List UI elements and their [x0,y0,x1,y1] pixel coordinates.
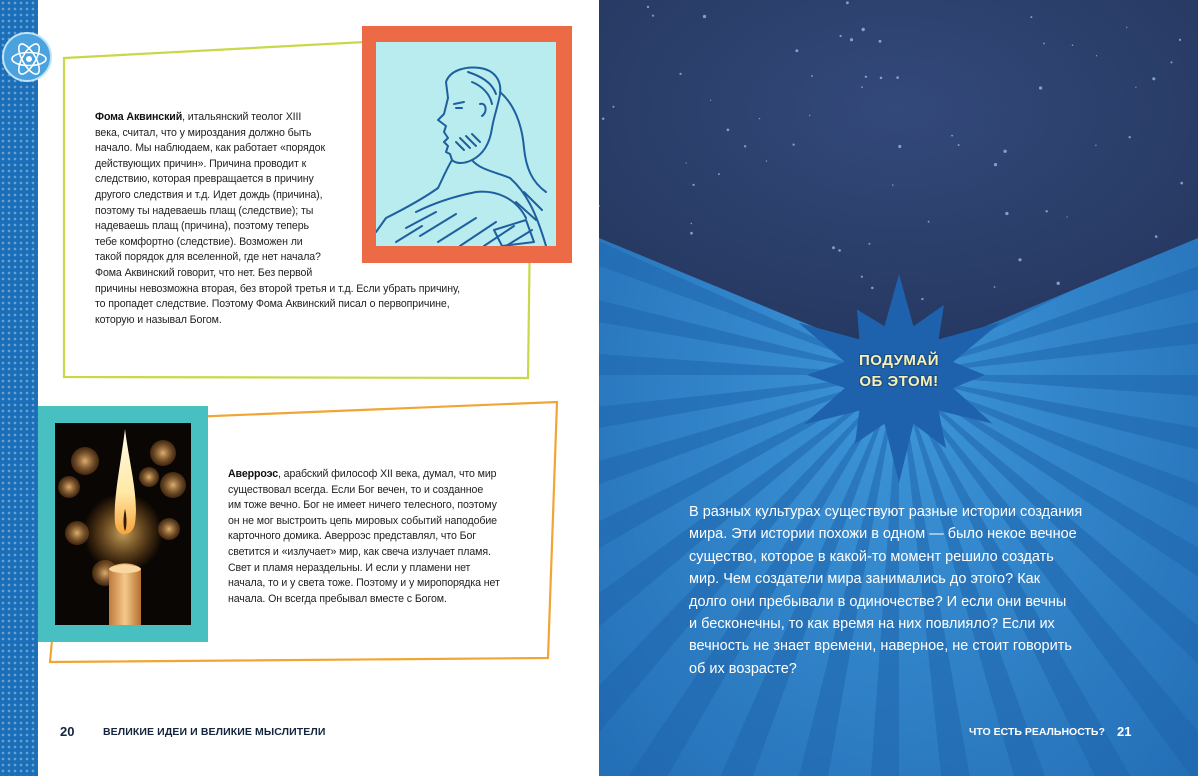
star [766,160,767,161]
star [879,40,882,43]
burst-line-1: ПОДУМАЙ [858,352,940,369]
candle-photo-frame [38,406,208,642]
book-title: ВЕЛИКИЕ ИДЕИ И ВЕЛИКИЕ МЫСЛИТЕЛИ [103,726,326,738]
aquinas-line: действующих причин». Причина проводит к [95,157,307,170]
reflection-line: мира. Эти истории похожи в одном — было некое вечное [689,526,1077,543]
think-about-it-label [839,350,959,392]
reflection-line: В разных культурах существуют разные истории создания [689,504,1083,520]
reflection-line: долго они пребывали в одиночестве? И если они вечны [689,593,1067,610]
averroes-name: Аверроэс [228,468,278,480]
star [1072,44,1074,46]
averroes-line: светится и «излучает» мир, как свеча излучает пламя. [228,545,491,558]
star [839,35,841,37]
star [692,184,694,186]
star [1095,145,1096,146]
aquinas-line: века, считал, что у мироздания должно быть [95,126,312,139]
averroes-line: он не мог выстроить цепь мировых событий наподобие [228,514,497,527]
chapter-title: ЧТО ЕСТЬ РЕАЛЬНОСТЬ? [969,726,1105,738]
star [861,86,863,88]
candle-photo [55,423,191,625]
star [811,75,813,77]
star [1030,16,1032,18]
star [647,6,649,8]
aquinas-line: начало. Мы наблюдаем, как работает «порядок [95,142,325,155]
burst-line-2: ОБ ЭТОМ! [859,373,939,390]
star [744,145,746,147]
star [832,246,835,249]
star [862,28,865,31]
aquinas-line: причины невозможна вторая, без второй третья и т.д. Если убрать причину, [95,282,460,295]
star [718,173,720,175]
aquinas-line: другого следствия и т.д. Идет дождь (причина), [95,188,323,201]
averroes-line: начала, то и у света тоже. Поэтому и у миропорядка нет [228,577,500,590]
reflection-text [689,501,1159,680]
star [1129,136,1131,138]
averroes-line: существовал всегда. Если Бог вечен, то и созданное [228,483,484,496]
star [921,298,923,300]
page-number-right: 21 [1117,724,1132,739]
right-page [599,0,1198,776]
aquinas-line: следствию, которая превращается в причину [95,173,314,186]
star [691,223,693,225]
reflection-line: вечность не знает времени, наверное, не стоит говорить [689,638,1072,655]
star [1179,39,1181,41]
aquinas-line: надеваешь плащ (причина), поэтому теперь [95,220,309,233]
star [994,163,997,166]
star [994,286,996,288]
star [710,100,711,101]
star [759,118,760,119]
star [850,38,853,41]
star [880,77,883,80]
star [1170,61,1172,63]
star [1152,77,1155,80]
star [690,232,693,235]
star [958,144,960,146]
star [846,1,849,4]
star [1043,43,1045,45]
averroes-text [228,467,548,607]
reflection-line: существо, которое в какой-то момент решило создать [689,548,1054,565]
star [1057,282,1060,285]
aquinas-line-1: Фома Аквинский, итальянский теолог XIII [95,111,302,123]
reflection-line: об их возрасте? [689,660,797,677]
reflection-line: мир. Чем создатели мира занимались до этого? Как [689,571,1041,588]
star [898,145,901,148]
star [896,76,899,79]
star [795,49,798,52]
star [838,249,841,252]
star [928,221,930,223]
aquinas-text [95,110,485,328]
aquinas-line: то пропадет следствие. Поэтому Фома Аквинский писал о первопричине, [95,298,450,311]
aquinas-line: поэтому ты надеваешь плащ (следствие); ты [95,204,314,217]
averroes-line: Свет и пламя нераздельны. И если у пламени нет [228,561,471,574]
aquinas-line: тебе комфортно (следствие). Возможен ли [95,235,303,248]
star [868,243,870,245]
star [1135,87,1136,88]
star [1126,27,1127,28]
star [602,117,604,119]
aquinas-name: Фома Аквинский [95,111,183,123]
reflection-line: и бесконечны, то как время на них повлияло? Если их [689,616,1055,633]
star [1045,210,1047,212]
star [1039,86,1042,89]
averroes-line: карточного домика. Аверроэс представлял, что Бог [228,530,477,543]
star [686,162,687,163]
star [1005,212,1008,215]
star [951,135,953,137]
page-number-left: 20 [60,724,75,739]
aquinas-line: такой порядок для вселенной, где нет начала? [95,251,321,264]
star [679,73,681,75]
star [809,115,810,116]
averroes-line: начала. Он всегда пребывал вместе с Богом. [228,592,447,605]
star [703,15,706,18]
star [652,15,654,17]
star [1096,55,1097,56]
star [892,184,893,185]
star [1003,150,1006,153]
star [871,287,874,290]
star [1155,235,1158,238]
star [865,76,867,78]
star [792,143,794,145]
aquinas-line: Фома Аквинский говорит, что нет. Без первой [95,266,313,279]
averroes-line-1: Аверроэс, арабский философ XII века, думал, что мир [228,468,497,480]
star [861,276,863,278]
aquinas-line: которую и называл Богом. [95,313,222,326]
star [1066,216,1067,217]
star [1180,182,1183,185]
star [612,106,614,108]
star [727,129,730,132]
averroes-line: им тоже вечно. Бог не имеет ничего телесного, поэтому [228,499,497,512]
star [1018,258,1021,261]
